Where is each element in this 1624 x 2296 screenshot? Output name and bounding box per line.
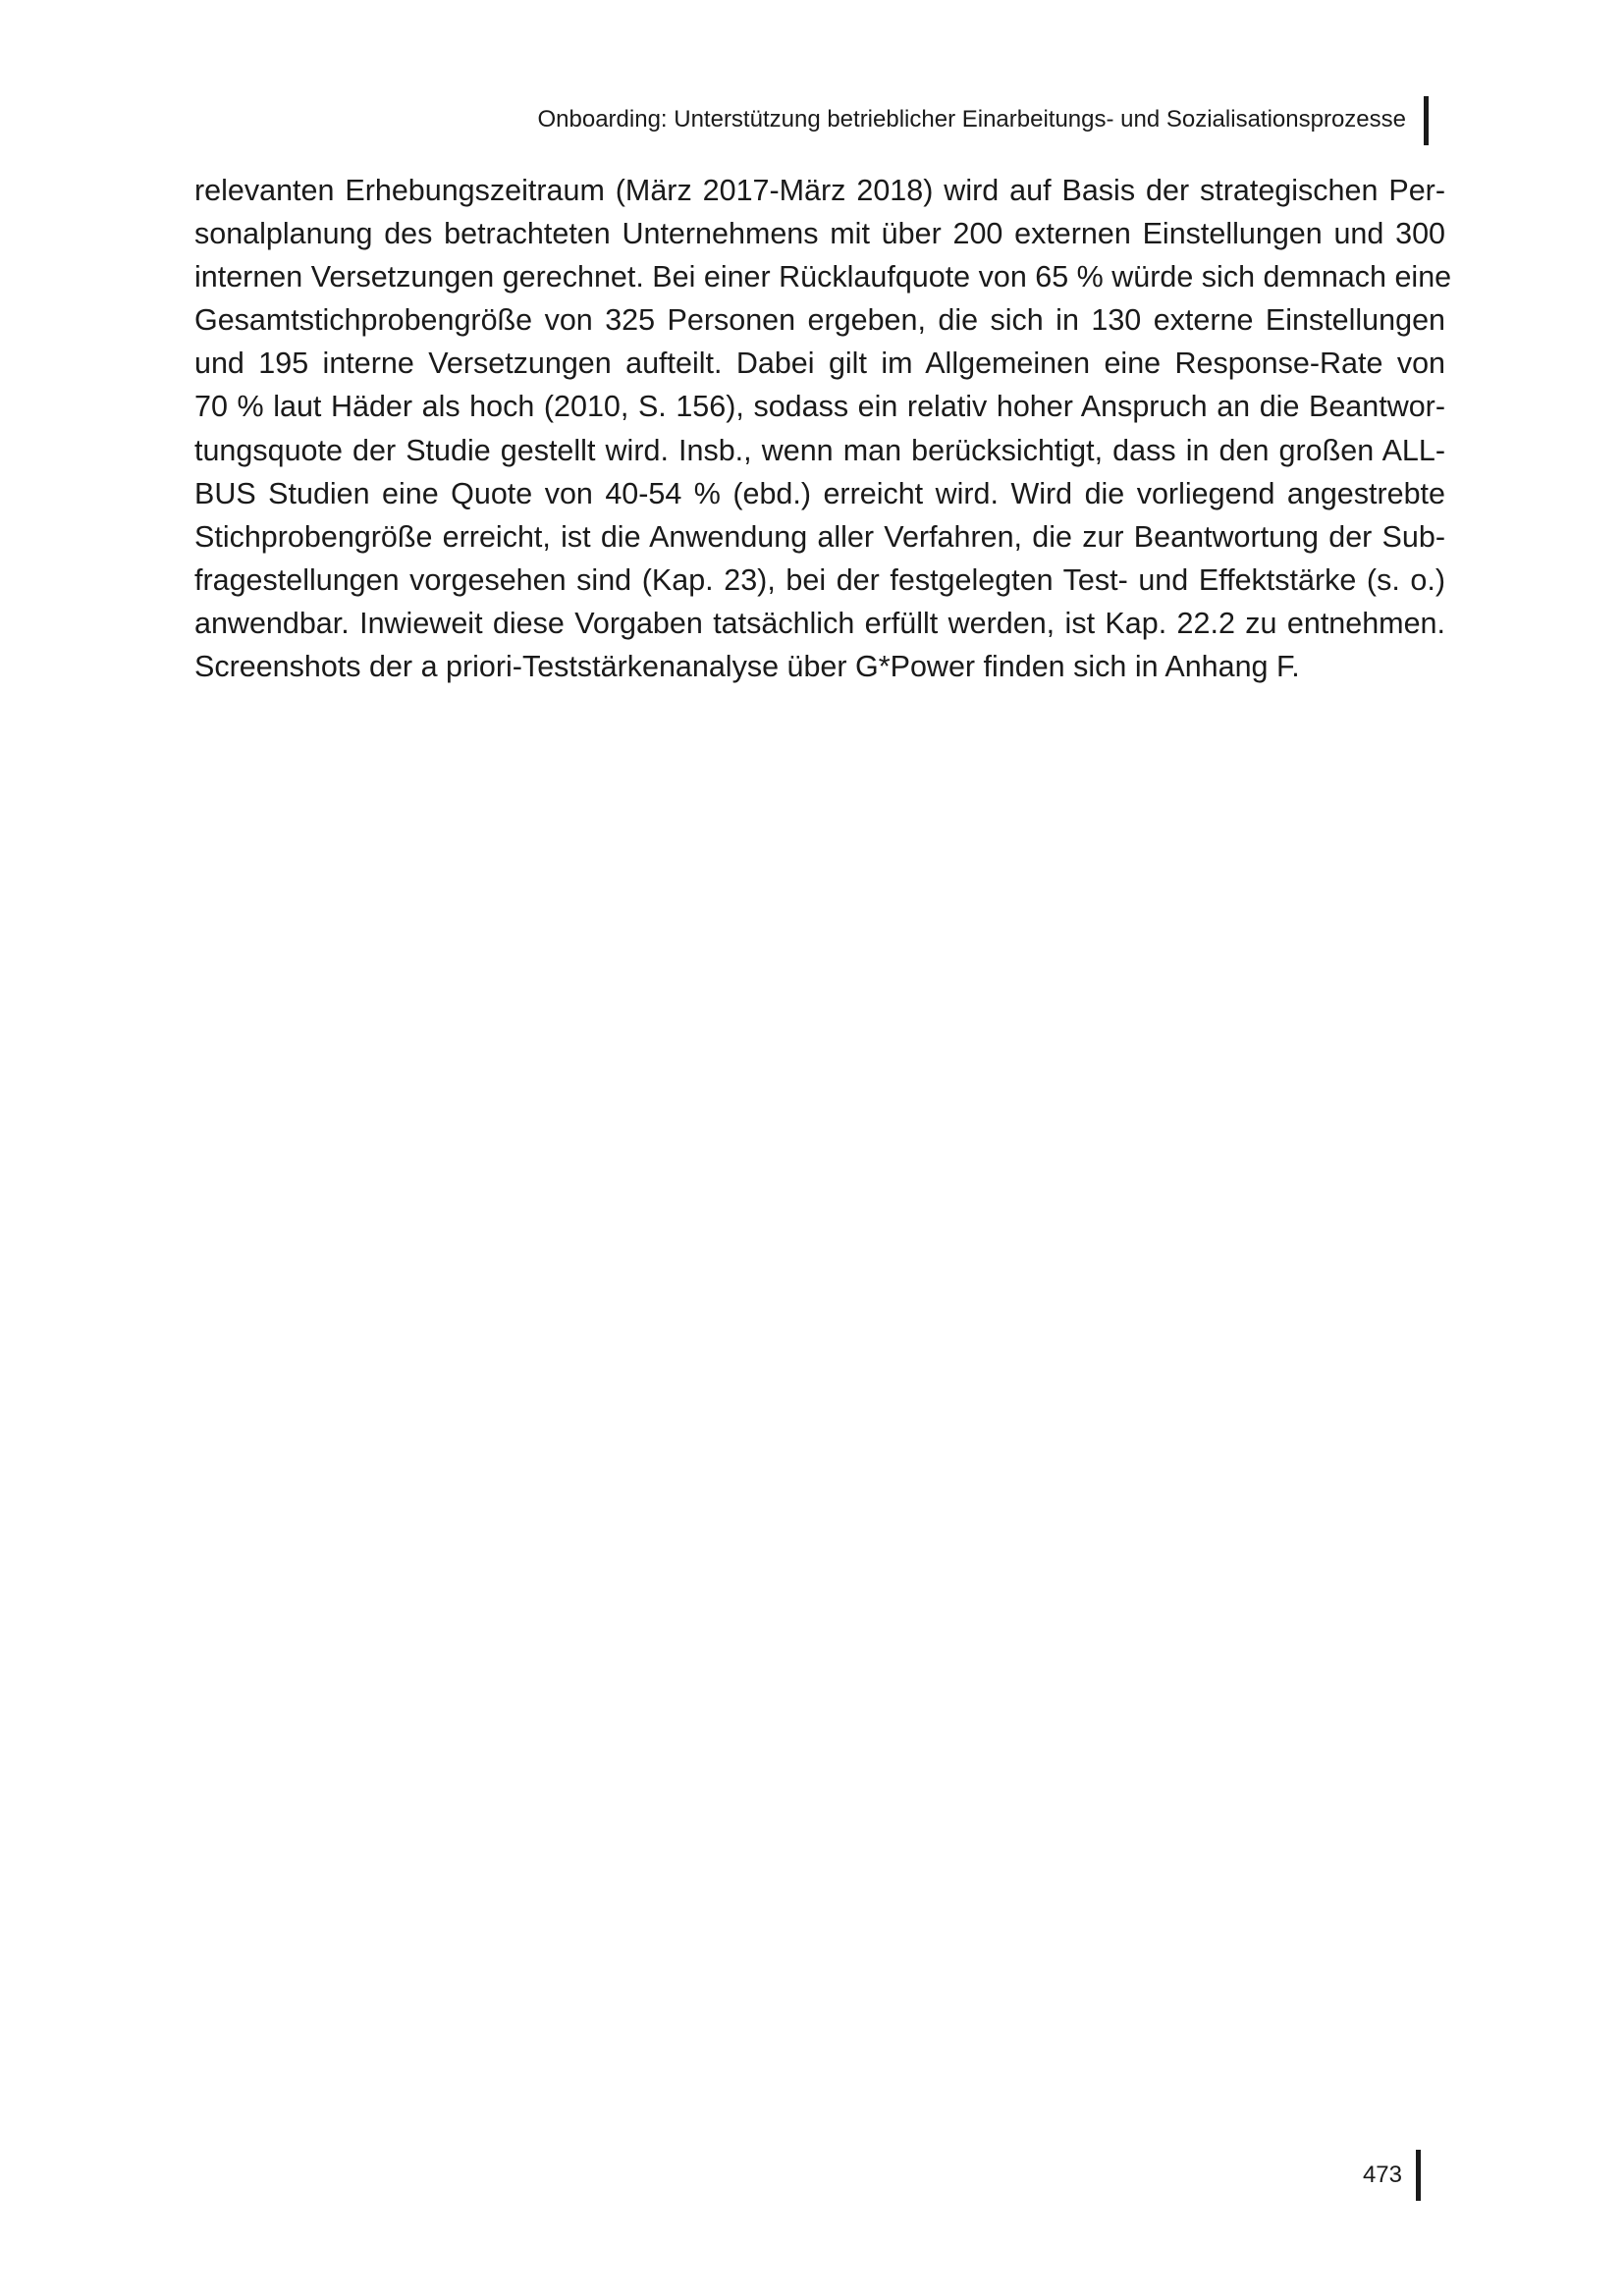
running-header: Onboarding: Unterstützung betrieblicher Einarbeitungs- und Sozialisationsprozesse — [537, 106, 1406, 133]
text-line: fragestellungen vorgesehen sind (Kap. 23), bei der festgelegten Test- und Effektstärke (s. o.) — [194, 562, 1445, 597]
text-line: Screenshots der a priori-Teststärkenanalyse über G*Power finden sich in Anhang F. — [194, 650, 1300, 684]
page-number: 473 — [1362, 2162, 1402, 2188]
text-line: internen Versetzungen gerechnet. Bei einer Rücklaufquote von 65 % würde sich demnach eine — [194, 260, 1452, 294]
header-rule — [1424, 96, 1429, 145]
text-line: und 195 interne Versetzungen aufteilt. Dabei gilt im Allgemeinen eine Response-Rate von — [194, 347, 1445, 381]
body-paragraph — [194, 169, 1452, 688]
text-line: tungsquote der Studie gestellt wird. Insb., wenn man berücksichtigt, dass in den großen ALL- — [194, 433, 1445, 467]
text-line: sonalplanung des betrachteten Unternehmens mit über 200 externen Einstellungen und 300 — [194, 217, 1445, 251]
footer-rule — [1416, 2150, 1421, 2201]
text-line: Gesamtstichprobengröße von 325 Personen ergeben, die sich in 130 externe Einstellungen — [194, 303, 1445, 338]
text-line: BUS Studien eine Quote von 40-54 % (ebd.) erreicht wird. Wird die vorliegend angestrebte — [194, 476, 1445, 510]
text-line: 70 % laut Häder als hoch (2010, S. 156), sodass ein relativ hoher Anspruch an die Beantwor- — [194, 390, 1445, 424]
text-line: relevanten Erhebungszeitraum (März 2017-März 2018) wird auf Basis der strategischen Per- — [194, 174, 1445, 207]
text-line: anwendbar. Inwieweit diese Vorgaben tatsächlich erfüllt werden, ist Kap. 22.2 zu entnehmen. — [194, 606, 1445, 640]
text-line: Stichprobengröße erreicht, ist die Anwendung aller Verfahren, die zur Beantwortung der Sub- — [194, 519, 1445, 554]
